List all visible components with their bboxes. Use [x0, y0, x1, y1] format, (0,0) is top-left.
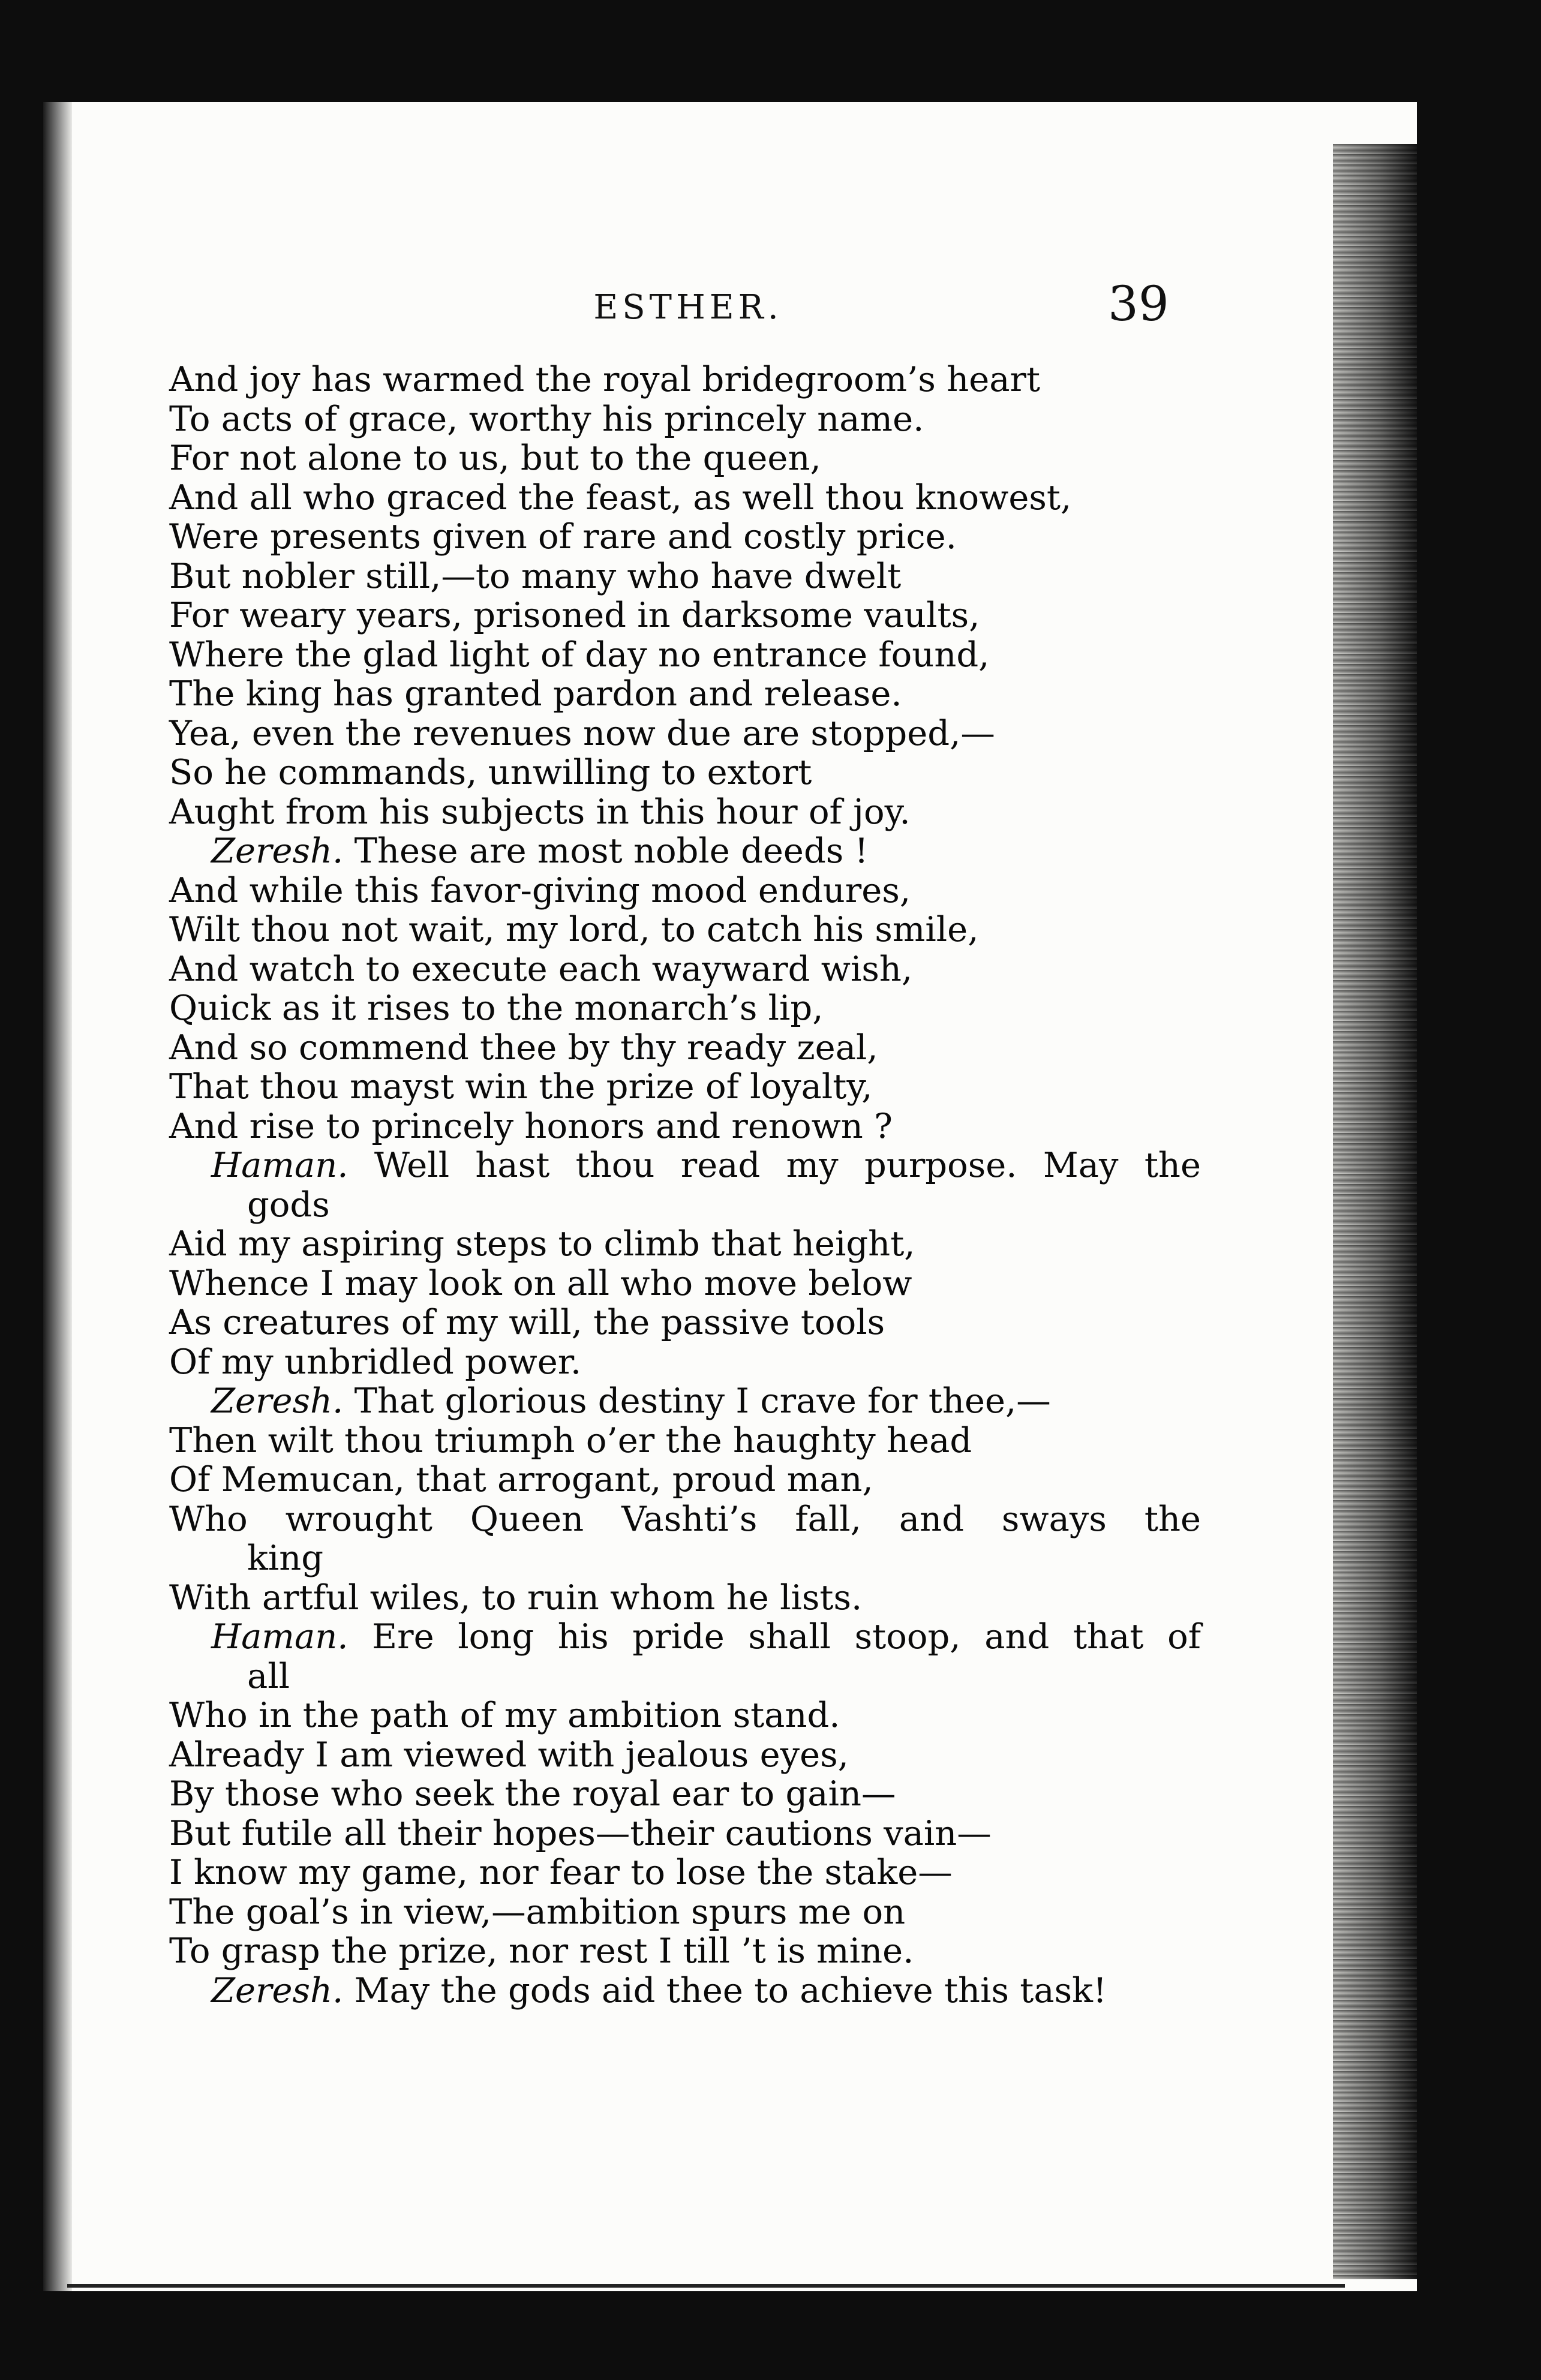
verse-line [169, 1342, 1201, 1382]
line-text: For weary years, prisoned in darksome vaults, [169, 595, 980, 635]
verse-line [169, 1735, 1201, 1775]
verse-line [169, 674, 1201, 714]
verse-line [169, 1264, 1201, 1303]
verse-line [169, 1696, 1201, 1735]
page-number: 39 [1108, 276, 1169, 332]
verse-line [169, 831, 1201, 871]
verse-line [169, 1578, 1201, 1618]
verse-line [169, 1067, 1201, 1107]
verse-line [169, 1931, 1201, 1971]
line-text: Wilt thou not wait, my lord, to catch his smile, [169, 909, 979, 949]
verse-line [169, 1499, 1201, 1539]
line-text: These are most noble deeds ! [343, 831, 869, 871]
verse-line [169, 753, 1201, 792]
line-text: king [247, 1538, 324, 1578]
line-text: And while this favor-giving mood endures, [169, 870, 911, 910]
verse-line [169, 949, 1201, 989]
verse-line [169, 1107, 1201, 1146]
line-text: But futile all their hopes—their cautions vain— [169, 1813, 992, 1853]
verse-line [169, 1224, 1201, 1264]
line-text: For not alone to us, but to the queen, [169, 438, 821, 478]
line-text: To acts of grace, worthy his princely name. [169, 398, 924, 439]
binding-shadow [43, 102, 72, 2291]
verse-line [169, 596, 1201, 635]
line-text: That thou mayst win the prize of loyalty, [169, 1066, 873, 1107]
verse-text [169, 360, 1201, 2010]
line-text: Yea, even the revenues now due are stopped,— [169, 713, 995, 753]
speaker-name: Zeresh. [211, 1381, 344, 1421]
verse-line [169, 871, 1201, 910]
verse-line [169, 1303, 1201, 1342]
line-text: With artful wiles, to ruin whom he lists. [169, 1577, 863, 1618]
line-text: So he commands, unwilling to extort [169, 752, 812, 792]
page-edge [1333, 144, 1417, 2279]
line-text: Of my unbridled power. [169, 1341, 582, 1382]
line-text: May the gods aid thee to achieve this task! [343, 1970, 1107, 2011]
line-text: Already I am viewed with jealous eyes, [169, 1734, 849, 1775]
book-page [43, 102, 1417, 2291]
line-text: Of Memucan, that arrogant, proud man, [169, 1459, 873, 1499]
verse-line [169, 517, 1201, 557]
verse-line [169, 557, 1201, 596]
line-text: Who in the path of my ambition stand. [169, 1695, 840, 1735]
verse-line [169, 1657, 1201, 1696]
verse-line [169, 1971, 1201, 2011]
speaker-name: Haman. [211, 1616, 349, 1657]
line-text: Aught from his subjects in this hour of joy. [169, 791, 911, 832]
line-text: By those who seek the royal ear to gain— [169, 1774, 896, 1814]
verse-line [169, 1381, 1201, 1421]
verse-line [169, 438, 1201, 478]
verse-line [169, 910, 1201, 949]
verse-line [169, 635, 1201, 675]
verse-line [169, 1185, 1201, 1225]
verse-line [169, 1028, 1201, 1068]
verse-line [169, 988, 1201, 1028]
line-text: Were presents given of rare and costly price. [169, 516, 957, 557]
speaker-name: Zeresh. [211, 1970, 344, 2011]
verse-line [169, 360, 1201, 399]
line-text: That glorious destiny I crave for thee,— [343, 1381, 1051, 1421]
line-text: Ere long his pride shall stoop, and that of [348, 1616, 1201, 1657]
verse-line [169, 1146, 1201, 1185]
verse-line [169, 1814, 1201, 1853]
running-head: ESTHER. [593, 288, 783, 327]
verse-line [169, 399, 1201, 439]
line-text: Whence I may look on all who move below [169, 1263, 912, 1303]
line-text: And joy has warmed the royal bridegroom’s heart [169, 359, 1041, 399]
line-text: But nobler still,—to many who have dwelt [169, 555, 902, 596]
line-text: The king has granted pardon and release. [169, 674, 902, 714]
line-text: As creatures of my will, the passive tools [169, 1302, 885, 1342]
line-text: And rise to princely honors and renown ? [169, 1105, 893, 1146]
line-text: Aid my aspiring steps to climb that height, [169, 1224, 915, 1264]
line-text: And watch to execute each wayward wish, [169, 948, 913, 989]
speaker-name: Haman. [211, 1145, 349, 1185]
line-text: To grasp the prize, nor rest I till ’t is mine. [169, 1931, 914, 1971]
line-text: Quick as it rises to the monarch’s lip, [169, 988, 824, 1028]
line-text: Well hast thou read my purpose. May the [348, 1145, 1201, 1185]
verse-line [169, 1853, 1201, 1892]
line-text: And so commend thee by thy ready zeal, [169, 1027, 878, 1068]
line-text: I know my game, nor fear to lose the stake— [169, 1852, 953, 1892]
line-text: gods [247, 1184, 330, 1225]
verse-line [169, 714, 1201, 753]
verse-line [169, 1892, 1201, 1932]
speaker-name: Zeresh. [211, 831, 344, 871]
line-text: Who wrought Queen Vashti’s fall, and sways the [169, 1498, 1201, 1539]
bottom-edge [67, 2284, 1345, 2288]
verse-line [169, 1774, 1201, 1814]
verse-line [169, 1617, 1201, 1657]
line-text: all [247, 1655, 290, 1696]
line-text: Where the glad light of day no entrance found, [169, 634, 990, 675]
verse-line [169, 478, 1201, 518]
verse-line [169, 792, 1201, 832]
verse-line [169, 1421, 1201, 1461]
verse-line [169, 1460, 1201, 1499]
verse-line [169, 1538, 1201, 1578]
line-text: And all who graced the feast, as well thou knowest, [169, 477, 1072, 518]
line-text: The goal’s in view,—ambition spurs me on [169, 1891, 906, 1932]
line-text: Then wilt thou triumph o’er the haughty head [169, 1420, 972, 1461]
